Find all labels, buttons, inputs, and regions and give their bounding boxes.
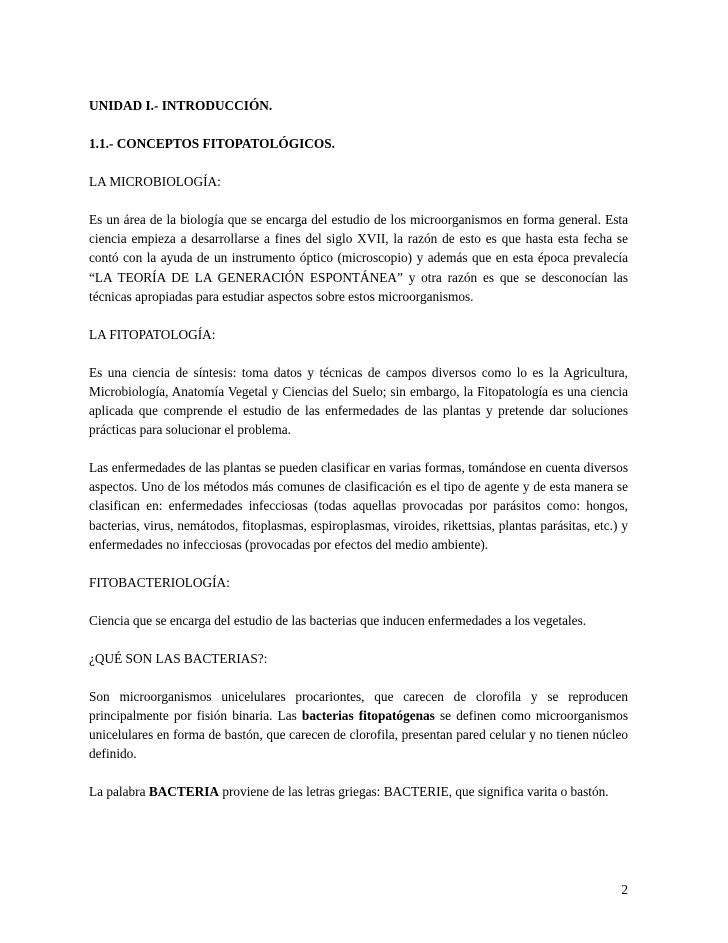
- palabra-text-start: La palabra: [89, 784, 149, 800]
- fitobacteriologia-heading: FITOBACTERIOLOGÍA:: [89, 574, 230, 590]
- fitopatologia-heading: LA FITOPATOLOGÍA:: [89, 326, 216, 342]
- bacterias-paragraph: [89, 687, 628, 763]
- page-number: 2: [621, 882, 628, 897]
- palabra-text-end: proviene de las letras griegas: BACTERIE, que significa varita o bastón.: [219, 784, 609, 800]
- palabra-bold-term: BACTERIA: [148, 784, 220, 800]
- microbiologia-paragraph: Es un área de la biología que se encarga del estudio de los microorganismos en forma general. Esta ciencia empieza a desarrollarse a fines del siglo XVII, la razón de esto es que hasta esta fecha se contó con la ayuda de un instrumento óptico (microscopio) y además que en esta época prevalecía “LA TEORÍA DE LA GENERACIÓN ESPONTÁNEA” y otra razón es que se desconocían las técnicas apropiadas para estudiar aspectos sobre estos microorganismos.: [89, 212, 628, 304]
- unit-title: UNIDAD I.- INTRODUCCIÓN.: [89, 98, 273, 113]
- section-title: 1.1.- CONCEPTOS FITOPATOLÓGICOS.: [89, 136, 335, 152]
- fitopatologia-paragraph-1: Es una ciencia de síntesis: toma datos y técnicas de campos diversos como lo es la Agricultura, Microbiología, Anatomía Vegetal y Ciencias del Suelo; sin embargo, la Fitopatología es una ciencia aplicada que comprende el estudio de las enfermedades de las plantas y pretende dar soluciones prácticas para solucionar el problema.: [89, 364, 628, 438]
- bacterias-text-start: Son microorganismos unicelulares procariontes, que carecen de clorofila y se reproducen principalmente por fisión binaria. Las: [89, 688, 628, 724]
- fitopatologia-paragraph-2: Las enfermedades de las plantas se pueden clasificar en varias formas, tomándose en cuenta diversos aspectos. Uno de los métodos más comunes de clasificación es el tipo de agente y de esta manera se clasifican en: enfermedades infecciosas (todas aquellas provocadas por parásitos como: hongos, bacterias, virus, nemátodos, fitoplasmas, espiroplasmas, viroides, rikettsias, plantas parásitas, etc.) y enfermedades no infecciosas (provocadas por efectos del medio ambiente).: [89, 460, 628, 552]
- page-content: [89, 96, 628, 820]
- fitobacteriologia-paragraph: Ciencia que se encarga del estudio de las bacterias que inducen enfermedades a los vegetales.: [89, 612, 587, 628]
- microbiologia-heading: LA MICROBIOLOGÍA:: [89, 174, 221, 190]
- bacterias-heading: ¿QUÉ SON LAS BACTERIAS?:: [89, 650, 268, 666]
- bacterias-bold-term: bacterias fitopatógenas: [301, 708, 435, 724]
- bacterias-text-end: se definen como microorganismos unicelulares en forma de bastón, que carecen de clorofila, presentan pared celular y no tienen núcleo definido.: [89, 708, 629, 762]
- palabra-paragraph: [89, 782, 628, 801]
